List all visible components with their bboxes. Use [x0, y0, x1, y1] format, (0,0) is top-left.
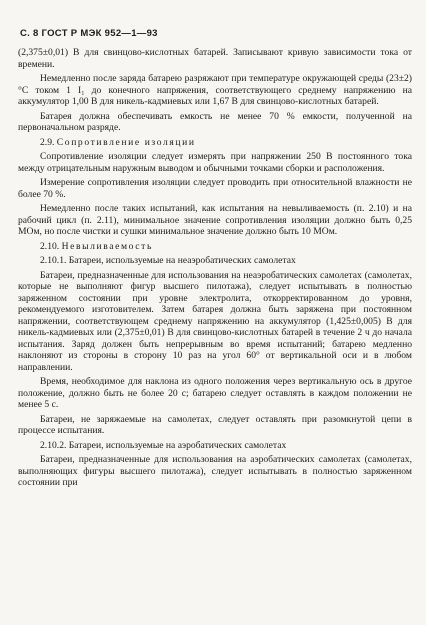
paragraph: Батареи, не заряжаемые на самолетах, следует оставлять при разомкнутой цепи в процессе испытания. — [18, 413, 412, 436]
subsection-title: Батареи, используемые на неаэробатических самолетах — [68, 255, 296, 266]
paragraph: Батареи, предназначенные для использования на аэробатических самолетах (самолетах, выполняющих фигуры высшего пилотажа), следует испытывать в полностью заряженном состоянии при — [18, 454, 412, 488]
paragraph: Немедленно после таких испытаний, как испытания на невыливаемость (п. 2.10) и на рабочий цикл (п. 2.11), минимальное значение сопротивления изоляции должно быть 0,25 МОм, но после чистки и сушки минимальное значение должно быть 10 МОм. — [18, 203, 412, 237]
paragraph: Сопротивление изоляции следует измерять при напряжении 250 В постоянного тока между отрицательным наружным выводом и обычными точками сборки и расположения. — [18, 151, 412, 174]
section-heading-2-9 — [40, 137, 412, 149]
paragraph: Батареи, предназначенные для использования на неаэробатических самолетах (самолетах, которые не выполняют фигур высшего пилотажа), следует испытывать в полностью заряженном состоянии при уровне электролита, откорректированном до уровня, рекомендуемого изготовителем. Затем батарея должна быть заряжена при постоянном напряжении, соответствующем среднему напряжению на аккумулятор (1,425±0,005) В для никель-кадмиевых или (2,375±0,01) В для свинцово-кислотных батарей в течение 2 ч до начала испытания. Заряд должен быть непрерывным во время испытаний; батарею медленно наклоняют из стороны в сторону 10 раз на угол 60° от вертикальной оси и в любом направлении. — [18, 269, 412, 373]
paragraph: Измерение сопротивления изоляции следует проводить при относительной влажности не более 70 %. — [18, 177, 412, 200]
section-number: 2.10. — [40, 240, 60, 252]
paragraph: (2,375±0,01) В для свинцово-кислотных батарей. Записывают кривую зависимости тока от времени. — [18, 47, 412, 70]
paragraph: Немедленно после заряда батарею разряжают при температуре окружающей среды (23±2) °С током 1 I₁ до конечного напряжения, соответствующего среднему напряжению на аккумулятор 1,00 В для никель-кадмиевых или 1,67 В для свинцово-кислотных батарей. — [18, 73, 412, 107]
page-header: С. 8 ГОСТ Р МЭК 952—1—93 — [20, 28, 158, 39]
subsection-title: Батареи, используемые на аэробатических самолетах — [68, 439, 287, 451]
paragraph: Время, необходимое для наклона из одного положения через вертикальную ось в другое положение, должно быть не более 20 с; батарею следует оставлять в каждом положении не менее 5 с. — [18, 376, 412, 410]
section-title: Сопротивление изоляции — [56, 136, 196, 148]
section-heading-2-10 — [40, 241, 412, 253]
section-title: Невыливаемость — [61, 240, 153, 252]
subsection-heading-2-10-1 — [40, 255, 412, 267]
section-number: 2.9. — [40, 136, 55, 148]
subsection-number: 2.10.2. — [40, 439, 67, 451]
subsection-number: 2.10.1. — [40, 255, 67, 266]
subsection-heading-2-10-2 — [40, 440, 412, 452]
paragraph: Батарея должна обеспечивать емкость не менее 70 % емкости, полученной на первоначальном разряде. — [18, 110, 412, 133]
document-page — [18, 28, 412, 492]
